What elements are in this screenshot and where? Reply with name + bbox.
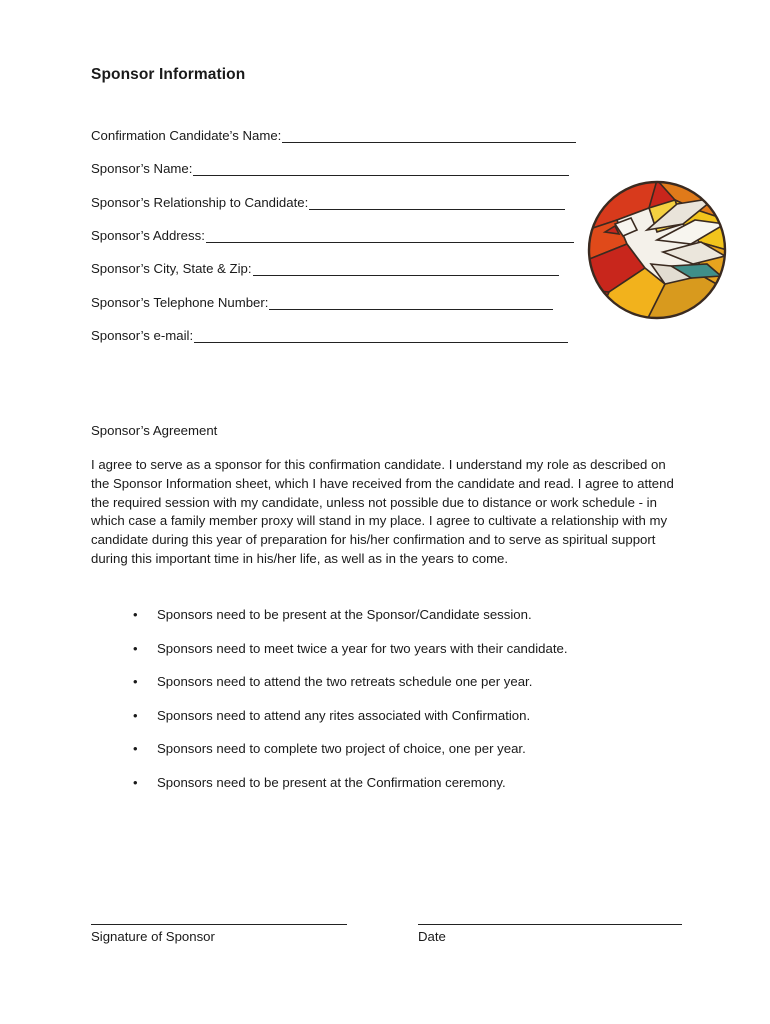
field-label: Sponsor’s Telephone Number:: [91, 295, 269, 310]
list-item-text: Sponsors need to complete two project of choice, one per year.: [157, 741, 526, 757]
bullet-icon: •: [133, 707, 138, 723]
holy-spirit-dove-stained-glass-icon: [587, 180, 727, 320]
agreement-paragraph: I agree to serve as a sponsor for this confirmation candidate. I understand my role as described on the Sponsor Information sheet, which I have received from the candidate and read. I agree to attend the required session with my candidate, unless not possible due to distance or work schedule - in which case a family member proxy will stand in my place. I agree to cultivate a relationship with my candidate during this year of preparation for his/her confirmation and to serve as spiritual support during this important time in his/her life, as well as in the years to come.: [91, 457, 674, 566]
date-label: Date: [418, 929, 446, 944]
field-label: Sponsor’s Relationship to Candidate:: [91, 195, 309, 210]
list-item: [133, 708, 693, 742]
field-label: Confirmation Candidate’s Name:: [91, 128, 282, 143]
list-item-text: Sponsors need to meet twice a year for two years with their candidate.: [157, 640, 568, 656]
requirements-list: [133, 607, 693, 809]
list-item: [133, 674, 693, 708]
agreement-heading: Sponsor’s Agreement: [91, 423, 218, 438]
city-state-zip-field[interactable]: [91, 258, 559, 276]
field-label: Sponsor’s Address:: [91, 228, 205, 243]
field-label: Sponsor’s City, State & Zip:: [91, 261, 252, 276]
list-item-text: Sponsors need to attend any rites associated with Confirmation.: [157, 707, 531, 723]
bullet-icon: •: [133, 774, 138, 790]
list-item: [133, 607, 693, 641]
list-item: [133, 741, 693, 775]
list-item: [133, 641, 693, 675]
fill-line[interactable]: [253, 261, 559, 276]
telephone-field[interactable]: [91, 292, 553, 310]
list-item-text: Sponsors need to be present at the Confirmation ceremony.: [157, 774, 506, 790]
email-field[interactable]: [91, 325, 568, 343]
fill-line[interactable]: [309, 195, 565, 210]
fill-line[interactable]: [269, 295, 553, 310]
bullet-icon: •: [133, 674, 138, 690]
list-item: [133, 775, 693, 809]
bullet-icon: •: [133, 640, 138, 656]
address-field[interactable]: [91, 225, 574, 243]
page-title: Sponsor Information: [91, 66, 246, 83]
list-item-text: Sponsors need to attend the two retreats schedule one per year.: [157, 674, 533, 690]
fill-line[interactable]: [282, 128, 576, 143]
field-label: Sponsor’s Name:: [91, 161, 193, 176]
fill-line[interactable]: [193, 161, 569, 176]
relationship-field[interactable]: [91, 192, 565, 210]
date-line[interactable]: [418, 924, 682, 925]
bullet-icon: •: [133, 607, 138, 622]
sponsor-name-field[interactable]: [91, 158, 569, 176]
sponsor-signature-label: Signature of Sponsor: [91, 929, 215, 944]
sponsor-signature-line[interactable]: [91, 924, 347, 925]
candidate-name-field[interactable]: [91, 125, 576, 143]
field-label: Sponsor’s e-mail:: [91, 328, 194, 343]
bullet-icon: •: [133, 741, 138, 757]
fill-line[interactable]: [206, 228, 574, 243]
fill-line[interactable]: [194, 328, 568, 343]
list-item-text: Sponsors need to be present at the Sponsor/Candidate session.: [157, 607, 532, 622]
